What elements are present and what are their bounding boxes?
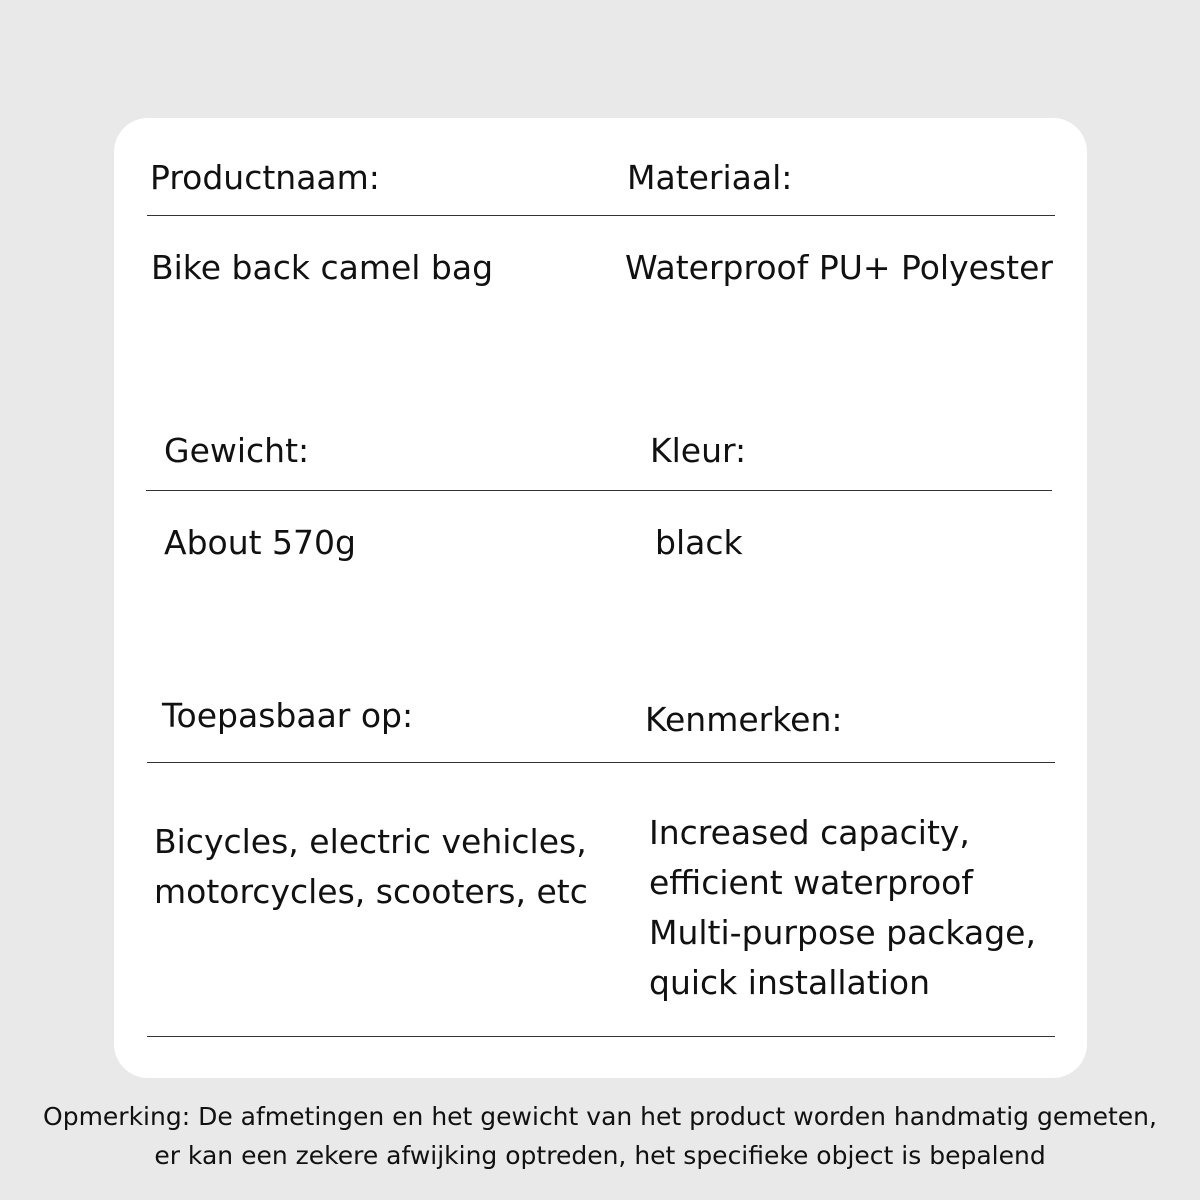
- spec-value-product-name: Bike back camel bag: [151, 248, 494, 287]
- spec-card: [114, 118, 1087, 1078]
- divider-row-2: [146, 490, 1052, 491]
- spec-value-weight: About 570g: [164, 523, 356, 562]
- spec-label-features: Kenmerken:: [645, 700, 843, 739]
- footnote-line-1: Opmerking: De afmetingen en het gewicht van het product worden handmatig gemeten,: [43, 1102, 1157, 1131]
- spec-value-color: black: [655, 523, 743, 562]
- spec-label-weight: Gewicht:: [164, 431, 310, 470]
- spec-label-applicable-to: Toepasbaar op:: [162, 696, 414, 735]
- spec-value-features: Increased capacity, efficient waterproof Multi-purpose package, quick installation: [649, 813, 1036, 1002]
- divider-bottom: [147, 1036, 1055, 1037]
- spec-label-color: Kleur:: [650, 431, 747, 470]
- spec-label-product-name: Productnaam:: [150, 158, 380, 197]
- spec-value-applicable-to: Bicycles, electric vehicles, motorcycles, scooters, etc: [154, 822, 588, 911]
- footnote-line-2: er kan een zekere afwijking optreden, het specifieke object is bepalend: [154, 1141, 1046, 1170]
- spec-value-material: Waterproof PU+ Polyester: [625, 248, 1053, 287]
- divider-row-3: [147, 762, 1055, 763]
- spec-label-material: Materiaal:: [627, 158, 793, 197]
- divider-row-1: [147, 215, 1055, 216]
